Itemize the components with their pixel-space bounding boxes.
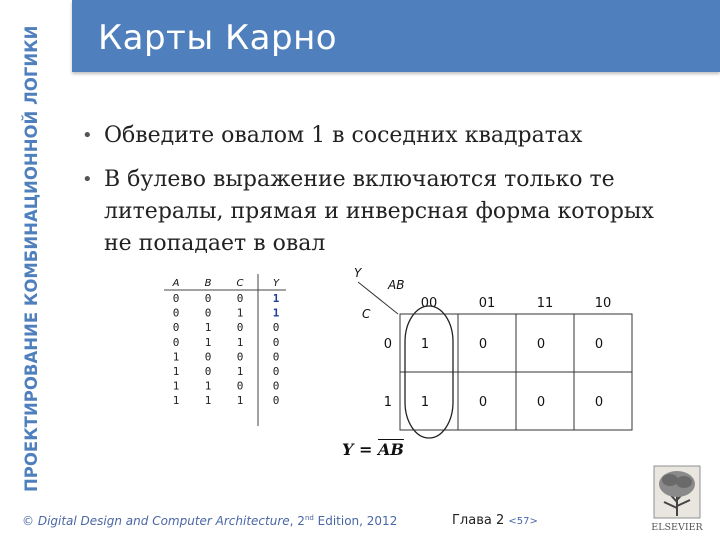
kmap-col-header: 10 xyxy=(594,296,612,311)
truth-table-cell: 0 xyxy=(272,394,280,408)
kmap-col-var-label: AB xyxy=(388,278,405,292)
chapter-label xyxy=(452,513,538,528)
kmap-col-header: 01 xyxy=(478,296,496,311)
truth-table-cell: 1 xyxy=(272,292,280,305)
truth-table-header: C xyxy=(236,278,244,289)
truth-table-cell: 0 xyxy=(272,365,280,378)
truth-table-cell: 0 xyxy=(172,292,180,305)
page-number: <57> xyxy=(508,516,538,527)
truth-table-cell: 0 xyxy=(172,321,180,335)
sidebar-title-text: ПРОЕКТИРОВАНИЕ КОМБИНАЦИОННОЙ ЛОГИКИ xyxy=(22,25,41,492)
truth-table-cell: 1 xyxy=(204,335,212,349)
kmap-row-header: 0 xyxy=(383,337,392,352)
truth-table-cell: 0 xyxy=(272,379,280,393)
bullet-item xyxy=(82,120,583,152)
elsevier-tree-icon xyxy=(640,462,712,534)
kmap-row-var-label: C xyxy=(362,307,371,321)
slide-title: Карты Карно xyxy=(98,18,338,58)
truth-table-cell: 0 xyxy=(204,365,212,378)
truth-table-cell: 1 xyxy=(204,394,212,408)
truth-table-cell: 0 xyxy=(204,306,212,320)
truth-table-cell: 0 xyxy=(236,379,244,393)
truth-table-cell: 1 xyxy=(172,394,180,408)
truth-table-cell: 0 xyxy=(204,292,212,305)
truth-table-cell: 0 xyxy=(272,350,280,364)
kmap-col-header: 00 xyxy=(420,296,438,311)
bullet-dot-icon: • xyxy=(82,169,93,190)
kmap-cell: 0 xyxy=(478,337,488,352)
truth-table-cell: 1 xyxy=(204,379,212,393)
equation-rhs: $\overline{AB}$ xyxy=(377,440,404,459)
truth-table-cell: 0 xyxy=(272,321,280,335)
bullet-dot-icon: • xyxy=(82,125,93,146)
kmap-cell: 0 xyxy=(478,395,488,410)
truth-table-cell: 1 xyxy=(172,365,180,378)
truth-table-cell: 0 xyxy=(236,292,244,305)
copyright-symbol: © xyxy=(22,514,38,528)
bullet-text: В булево выражение включаются только те литералы, прямая и инверсная форма которых не попадает в овал xyxy=(104,167,654,256)
truth-table-cell: 0 xyxy=(172,335,180,349)
truth-table-cell: 1 xyxy=(236,335,244,349)
sidebar-vertical-title xyxy=(0,0,60,500)
truth-table-cell: 0 xyxy=(272,335,280,349)
footer-copyright xyxy=(22,514,397,528)
truth-table xyxy=(160,272,290,432)
kmap-row-header: 1 xyxy=(383,395,392,410)
truth-table-cell: 1 xyxy=(172,379,180,393)
truth-table-header: A xyxy=(172,278,180,289)
truth-table-cell: 1 xyxy=(236,306,244,320)
kmap-cell: 0 xyxy=(594,395,604,410)
karnaugh-map xyxy=(340,260,640,440)
bullet-item xyxy=(82,164,664,260)
kmap-col-header: 11 xyxy=(536,296,554,311)
kmap-cell: 0 xyxy=(536,337,546,352)
boolean-equation xyxy=(342,440,404,459)
truth-table-cell: 0 xyxy=(204,350,212,364)
truth-table-cell: 1 xyxy=(236,365,244,378)
truth-table-cell: 0 xyxy=(236,350,244,364)
truth-table-cell: 1 xyxy=(204,321,212,335)
chapter-name: Глава 2 xyxy=(452,513,505,528)
truth-table-cell: 1 xyxy=(272,306,280,320)
equation-lhs: Y = xyxy=(342,440,378,459)
truth-table-header: Y xyxy=(272,278,280,289)
kmap-cell: 0 xyxy=(536,395,546,410)
truth-table-cell: 1 xyxy=(172,350,180,364)
edition-rest: Edition, 2012 xyxy=(313,514,398,528)
truth-table-cell: 0 xyxy=(172,306,180,320)
edition-superscript: nd xyxy=(304,514,314,522)
kmap-cell: 1 xyxy=(420,337,430,352)
kmap-cell: 0 xyxy=(594,337,604,352)
kmap-output-label: Y xyxy=(354,266,362,280)
edition-number: , 2 xyxy=(289,514,305,528)
truth-table-cell: 1 xyxy=(236,394,244,408)
logo-text: ELSEVIER xyxy=(651,522,703,533)
truth-table-cell: 0 xyxy=(236,321,244,335)
bullet-text: Обведите овалом 1 в соседних квадратах xyxy=(104,123,583,148)
kmap-cell: 1 xyxy=(420,395,430,410)
book-title: Digital Design and Computer Architecture xyxy=(37,514,290,528)
truth-table-header: B xyxy=(204,278,212,289)
